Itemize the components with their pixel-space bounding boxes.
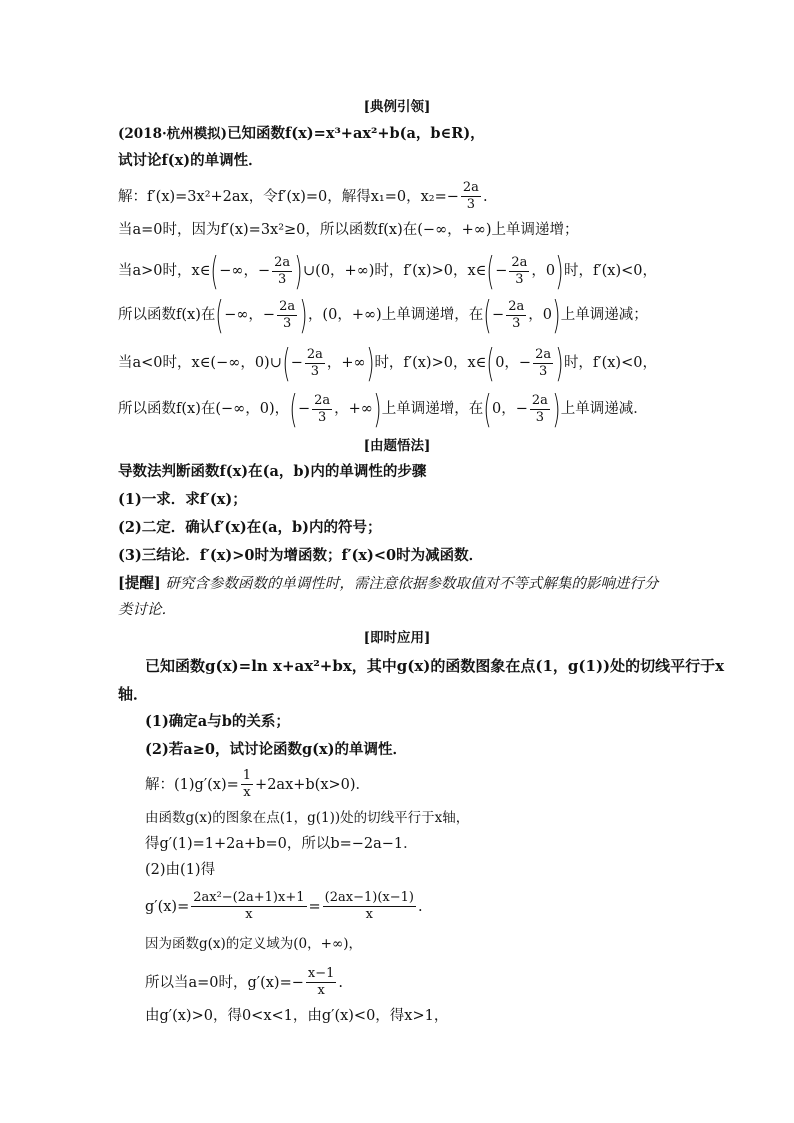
tip-label: [提醒]	[118, 575, 161, 592]
method-title: 导数法判断函数f(x)在(a，b)内的单调性的步骤	[118, 463, 427, 480]
method-step-2: (2)二定．确认f′(x)在(a，b)内的符号；	[118, 519, 382, 536]
section-header-method: [由题悟法]	[363, 438, 431, 454]
fraction: $\frac{2a}{3}$	[462, 180, 479, 212]
example-question: 试讨论f(x)的单调性．	[118, 152, 263, 169]
solution-case-a-positive: 当a>0时，x∈(−∞，− $\frac{2a}{3}$ )∪(0，+∞)时，f′(x)>0，x∈(− $\frac{2a}{3}$ ，0)时，f′(x)<0，	[118, 249, 657, 293]
method-tip	[118, 574, 658, 594]
apply-solution-8: 由g′(x)>0，得0<x<1，由g′(x)<0，得x>1，	[145, 1008, 449, 1024]
section-header-apply: [即时应用]	[363, 630, 431, 646]
example-stem-text: 已知函数f(x)=x³+ax²+b(a，b∈R)，	[227, 125, 485, 142]
solution-case-a-negative-conclusion: 所以函数f(x)在(−∞，0)，(− $\frac{2a}{3}$ ，+∞)上单调递增，在(0，− $\frac{2a}{3}$ )上单调递减．	[118, 387, 648, 431]
apply-solution-6: 因为函数g(x)的定义域为(0，+∞)，	[145, 936, 362, 952]
tip-text: 研究含参数函数的单调性时，需注意依据参数取值对不等式解集的影响进行分	[165, 576, 659, 592]
method-step-3: (3)三结论．f′(x)>0时为增函数；f′(x)<0时为减函数．	[118, 547, 484, 564]
apply-solution-3: 得g′(1)=1+2a+b=0，所以b=−2a−1．	[145, 836, 418, 852]
apply-question-2: (2)若a≥0，试讨论函数g(x)的单调性．	[145, 741, 407, 758]
apply-stem: 已知函数g(x)=ln x+ax²+bx，其中g(x)的函数图象在点(1，g(1))处的切线平行于x	[145, 657, 725, 675]
apply-solution-5: g′(x)= $\frac{\text{2ax²−(2a+1)x+1}}{x}$ = $\frac{(2ax-1)(x-1)}{x}$ .	[145, 890, 423, 922]
section-header-example: [典例引领]	[363, 99, 431, 115]
apply-solution-4: (2)由(1)得	[145, 862, 216, 878]
solution-case-a-zero: 当a=0时，因为f′(x)=3x²≥0，所以函数f(x)在(−∞，+∞)上单调递增；	[118, 222, 579, 238]
apply-solution-7: 所以当a=0时，g′(x)=− $\frac{x-1}{x}$ .	[145, 966, 343, 998]
example-stem	[118, 124, 485, 144]
solution-case-a-negative: 当a<0时，x∈(−∞，0)∪(− $\frac{2a}{3}$ ，+∞)时，f′(x)>0，x∈(0，− $\frac{2a}{3}$ )时，f′(x)<0，	[118, 341, 657, 385]
apply-stem-continued: 轴．	[118, 685, 149, 703]
method-tip-continued: 类讨论．	[118, 602, 176, 618]
apply-solution-1: 解：(1)g′(x)= $\frac{1}{x}$ +2ax+b(x>0)．	[145, 768, 371, 800]
solution-derivative: 解：f′(x)=3x²+2ax，令f′(x)=0，解得x₁=0，x₂=− $\frac{2a}{3}$ .	[118, 180, 488, 212]
apply-solution-2: 由函数g(x)的图象在点(1，g(1))处的切线平行于x轴，	[145, 810, 470, 826]
solution-case-a-positive-conclusion: 所以函数f(x)在(−∞，− $\frac{2a}{3}$ )，(0，+∞)上单调递增，在(− $\frac{2a}{3}$ ，0)上单调递减；	[118, 293, 648, 337]
example-source: (2018·杭州模拟)	[118, 126, 228, 142]
apply-question-1: (1)确定a与b的关系；	[145, 713, 290, 730]
method-step-1: (1)一求．求f′(x)；	[118, 491, 247, 508]
